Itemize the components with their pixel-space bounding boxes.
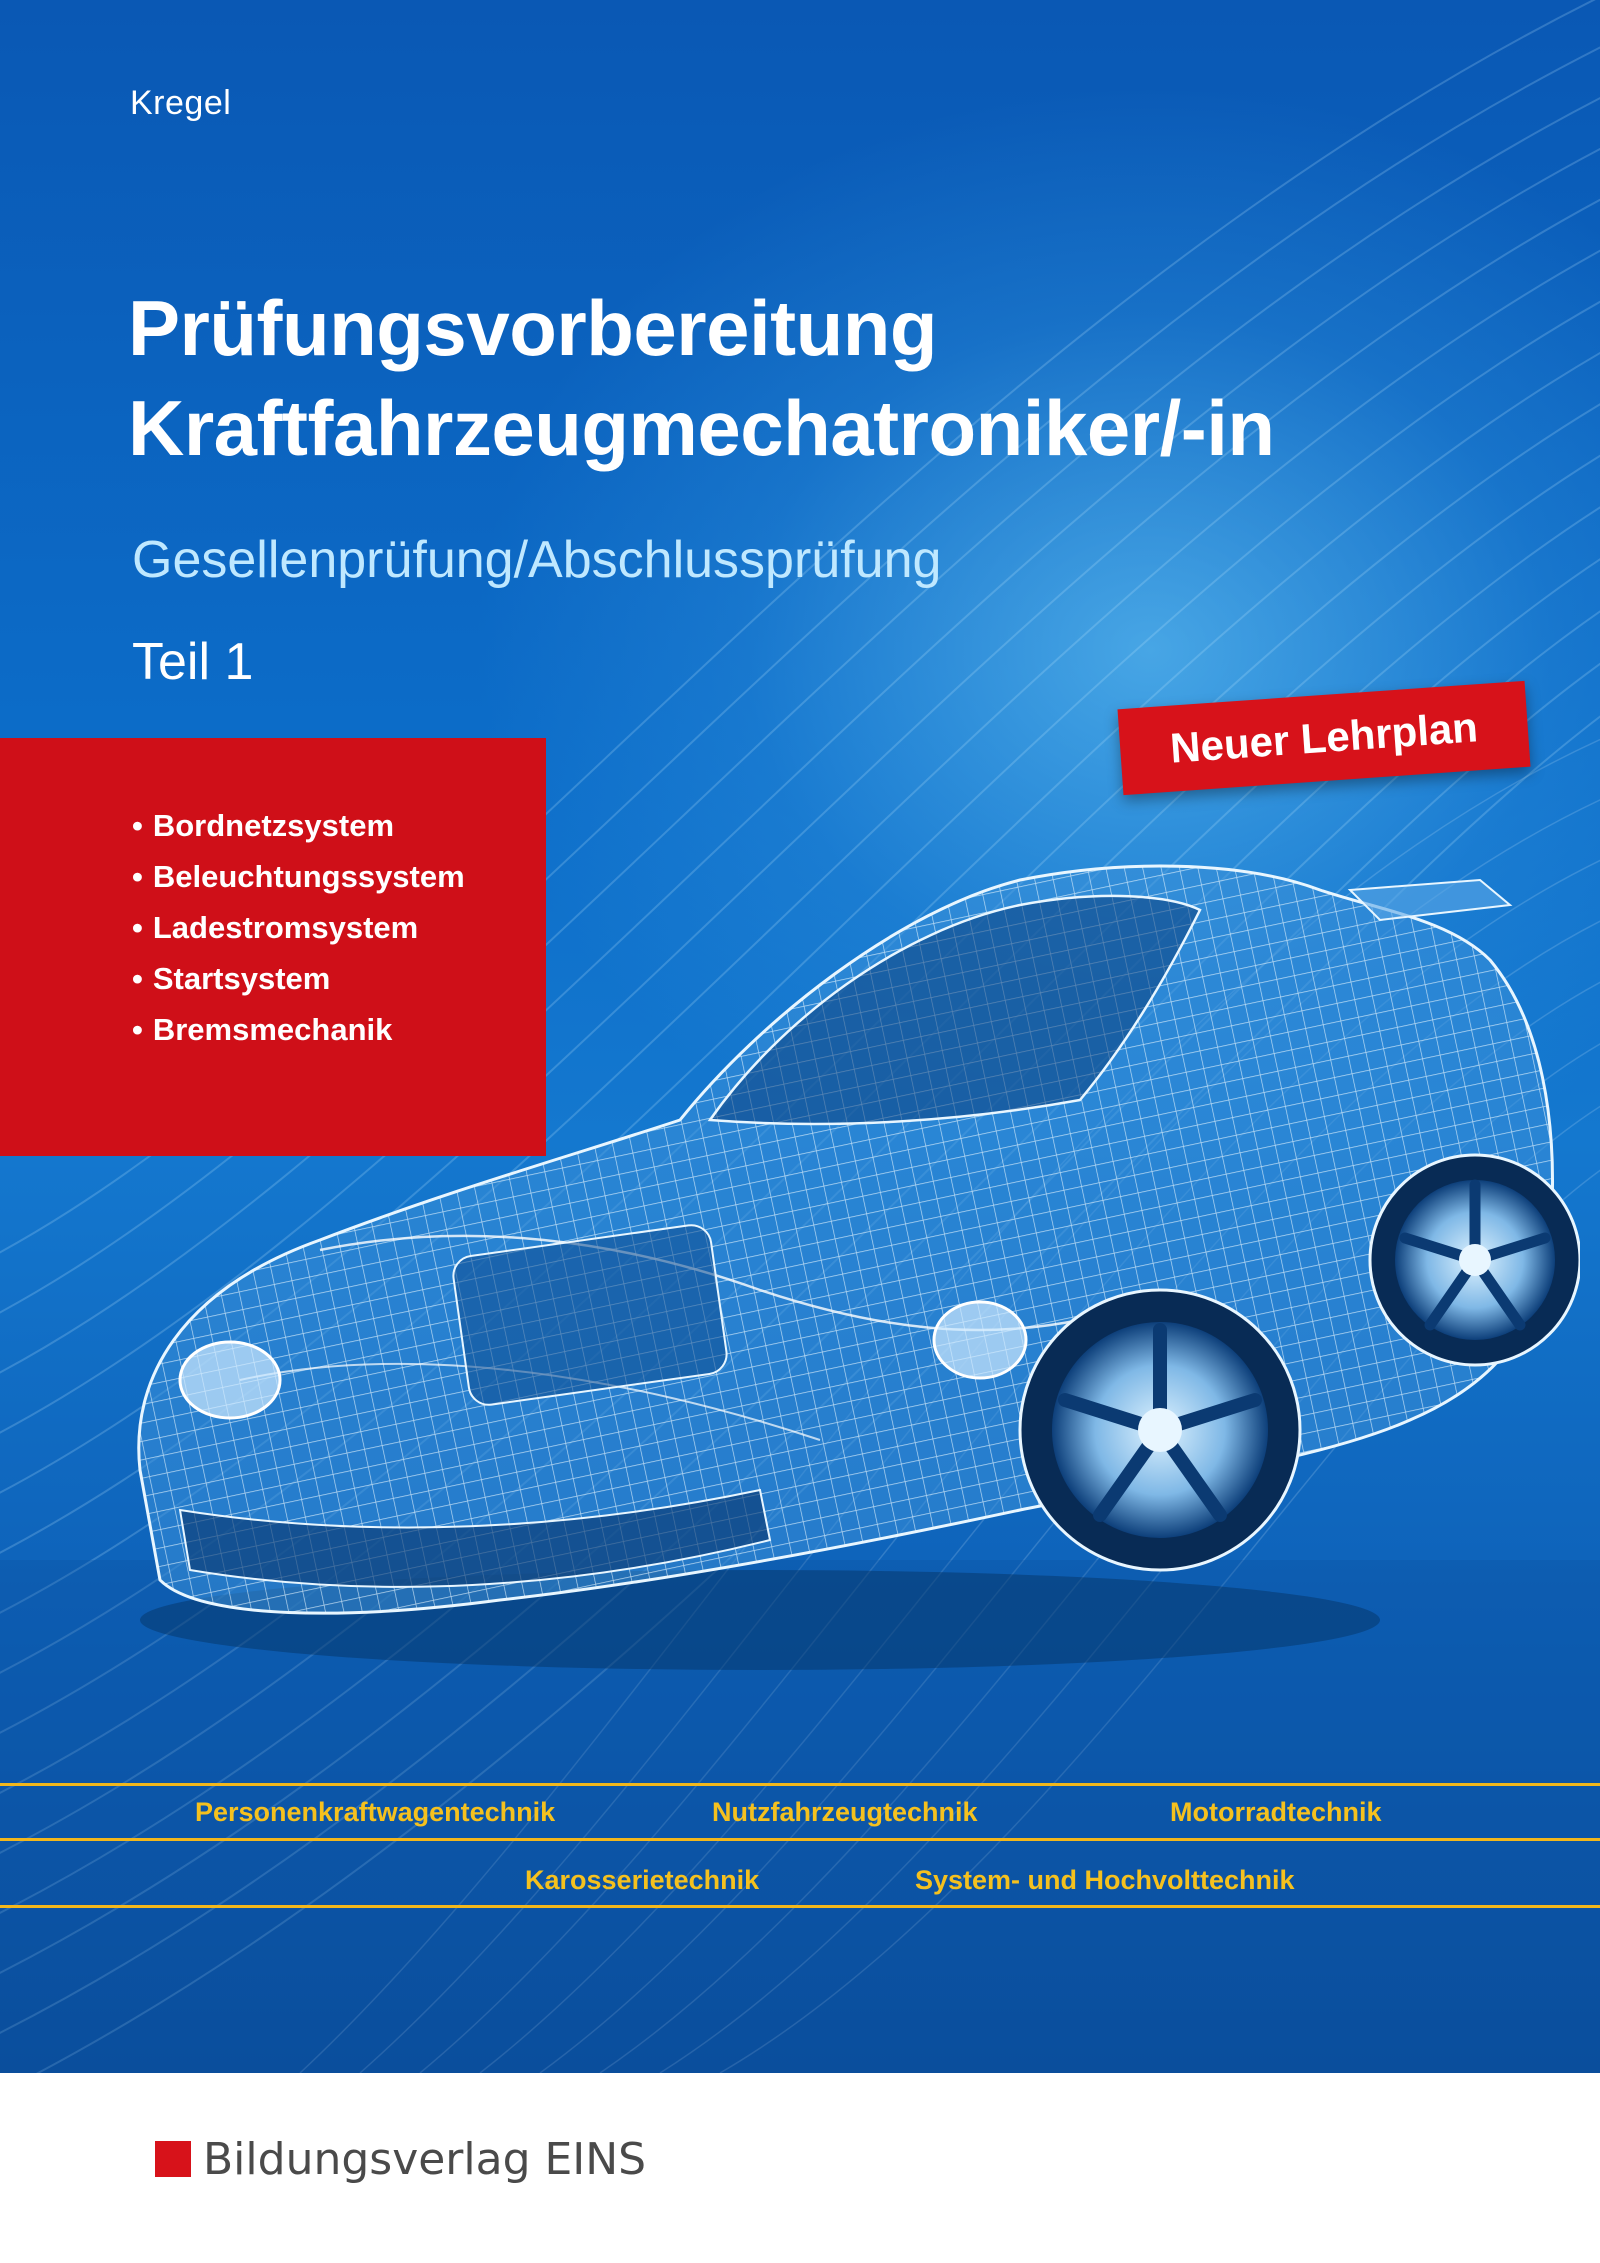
specialty-label: System- und Hochvolttechnik (915, 1865, 1295, 1895)
publisher-name: Bildungsverlag EINS (203, 2134, 647, 2185)
topic-item: • Ladestromsystem (132, 902, 465, 953)
topic-item: • Bordnetzsystem (132, 800, 465, 851)
publisher-logo-icon (155, 2141, 191, 2177)
topic-list (132, 800, 465, 1055)
book-title (128, 278, 1275, 478)
book-part: Teil 1 (132, 633, 254, 691)
specialty-label: Motorradtechnik (1170, 1797, 1382, 1827)
topic-item: • Bremsmechanik (132, 1004, 465, 1055)
divider-rule (0, 1905, 1600, 1908)
specialty-label: Nutzfahrzeugtechnik (712, 1797, 978, 1827)
specialty-label: Karosserietechnik (525, 1865, 760, 1895)
topic-item: • Startsystem (132, 953, 465, 1004)
book-title-line-2: Kraftfahrzeugmechatroniker/-in (128, 384, 1275, 472)
badge-label: Neuer Lehrplan (1168, 703, 1480, 772)
book-subtitle: Gesellenprüfung/Abschlussprüfung (132, 531, 942, 589)
author-name: Kregel (130, 84, 232, 122)
book-title-line-1: Prüfungsvorbereitung (128, 284, 938, 372)
divider-rule (0, 1783, 1600, 1786)
divider-rule (0, 1838, 1600, 1841)
topic-item: • Beleuchtungssystem (132, 851, 465, 902)
specialty-label: Personenkraftwagentechnik (195, 1797, 556, 1827)
